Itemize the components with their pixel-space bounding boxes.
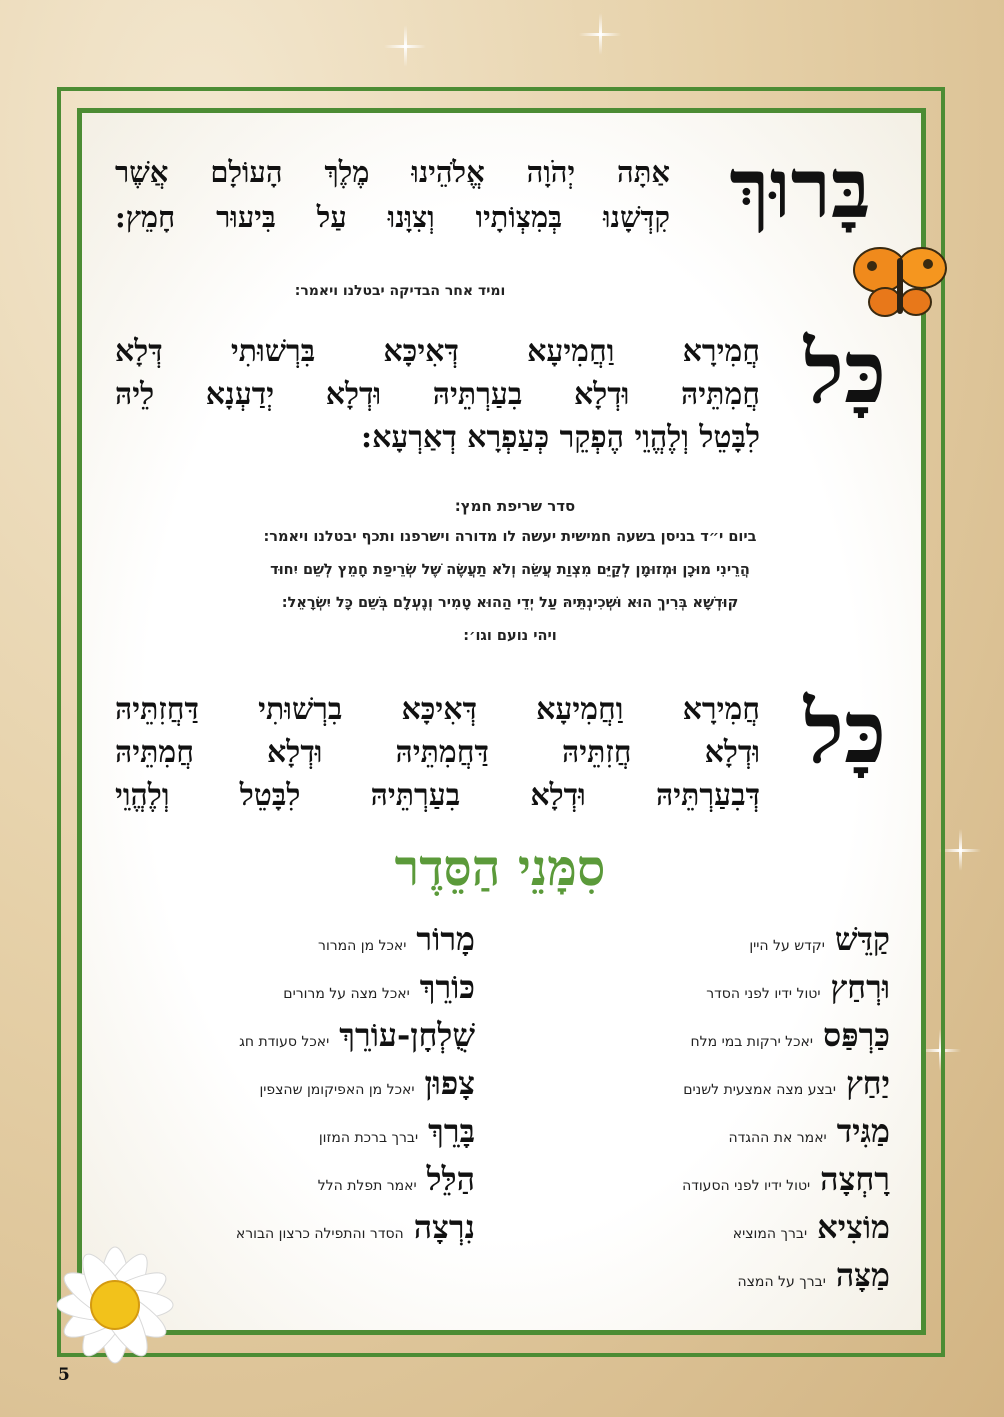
kol-burning-text (115, 688, 760, 817)
burning-prayer-line: הֲרֵינִי מוּכָן וּמְזוּמָן לְקַיֵּם מִצְוַת עֲשֵׂה וְלֹא תַעֲשֶׂה שֶׁל שְׂרֵיפַת חָמֵץ לְשֵׁם יִחוּד (270, 562, 750, 578)
kol-line: חֲמִתֵּיהּ וּדְלָא בִעַרְתֵּיהּ וּדְלָא יְדַעְנָא לֵיהּ (115, 377, 760, 412)
seder-step-name: רָחְצָה (820, 1160, 890, 1198)
instruction-after-search: ומיד אחר הבדיקה יבטלנו ויאמר: (294, 283, 506, 299)
seder-step-name: מָרוֹר (416, 920, 475, 958)
seder-step-desc: יאכל מן האפיקומן שהצפין (259, 1082, 415, 1098)
seder-step-desc: הסדר והתפילה כרצון הבורא (235, 1226, 404, 1242)
blessing-line: אַתָּה יְהֹוָה אֱלֹהֵינוּ מֶלֶךְ הָעוֹלָם אֲשֶׁר (115, 155, 670, 189)
burning-title: סדר שריפת חמץ: (454, 497, 576, 515)
kol-line: דְּבִעַרְתֵּיהּ וּדְלָא בִעַרְתֵּיהּ לִבָּטֵל וְלֶהֱוֵי (115, 778, 760, 813)
seder-step-desc: יאמר את ההגדה (728, 1130, 827, 1146)
seder-step-desc: יאכל סעודת חג (239, 1034, 330, 1050)
seder-step (560, 1160, 890, 1208)
page-number: 5 (58, 1365, 70, 1385)
seder-step (110, 1160, 475, 1208)
seder-step (110, 1112, 475, 1160)
seder-step (110, 968, 475, 1016)
seder-step-desc: יאכל מצה על מרורים (283, 986, 410, 1002)
seder-step (560, 1256, 890, 1304)
seder-step (560, 1016, 890, 1064)
kol-big-word: כָּל (803, 322, 887, 423)
seder-step-desc: יברך ברכת המזון (318, 1130, 419, 1146)
sparkle-decoration (375, 16, 435, 76)
daisy-flower-icon (30, 1220, 200, 1390)
seder-step (560, 920, 890, 968)
seder-step-name: הַלֵּל (426, 1160, 475, 1198)
seder-step-name: מַצָּה (835, 1256, 890, 1294)
seder-step-name: כַּרְפַּס (823, 1016, 890, 1054)
seder-step-desc: יאכל ירקות במי מלח (690, 1034, 814, 1050)
seder-step-desc: יבצע מצה אמצעית לשנים (683, 1082, 836, 1098)
seder-step-desc: יקדש על היין (749, 938, 825, 954)
blessing-big-word: בָּרוּךְ (729, 141, 871, 237)
seder-step-name: קַדֵּשׁ (834, 920, 890, 958)
seder-step-name: צָפוּן (424, 1064, 475, 1102)
seder-step (110, 1016, 475, 1064)
butterfly-icon (850, 240, 950, 330)
seder-step-desc: יברך על המצה (737, 1274, 826, 1290)
seder-step-name: מוֹצִיא (817, 1208, 890, 1246)
seder-step-name: בָּרֵךְ (428, 1112, 475, 1150)
burning-instruction: ביום י״ד בניסן בשעה חמישית יעשה לו מדורה וישרפנו ותכף יבטלנו ויאמר: (263, 529, 757, 545)
seder-step (560, 1064, 890, 1112)
seder-step-name: שֻׁלְחָן-עוֹרֵךְ (339, 1016, 475, 1054)
kol-line: חֲמִירָא וַחֲמִיעָא דְּאִיכָּא בִּרְשׁוּתִי דְּלָא (115, 334, 760, 369)
seder-step-name: כּוֹרֵךְ (419, 968, 475, 1006)
seder-step-desc: יברך המוציא (732, 1226, 808, 1242)
seder-signs-title: סִמָּנֵי הַסֵּדֶר (394, 838, 606, 897)
seder-step (560, 1112, 890, 1160)
seder-step (110, 920, 475, 968)
sparkle-decoration (570, 4, 630, 64)
kol-big-word: כָּל (803, 682, 887, 783)
seder-step-name: מַגִּיד (836, 1112, 890, 1150)
seder-step (560, 968, 890, 1016)
seder-step-name: וּרְחַץ (830, 968, 890, 1006)
kol-line: וּדְלָא חֲזִתֵּיהּ דַּחֲמִתֵּיהּ וּדְלָא חֲמִתֵּיהּ (115, 735, 760, 770)
seder-step-desc: יטול ידיו לפני הסעודה (682, 1178, 811, 1194)
seder-step (560, 1208, 890, 1256)
burning-closing: ויהי נועם וגו׳: (463, 628, 557, 644)
blessing-line: קִדְּשָׁנוּ בְּמִצְוֹתָיו וְצִוָּנוּ עַל בִּיעוּר חָמֵץ: (115, 200, 670, 234)
seder-steps-right-column (560, 920, 890, 1304)
seder-step-desc: יאמר תפלת הלל (317, 1178, 417, 1194)
kol-line: לִבָּטֵל וְלֶהֱוֵי הֶפְקֵר כְּעַפְרָא דְאַרְעָא: (361, 420, 760, 455)
kol-line: חֲמִירָא וַחֲמִיעָא דְּאִיכָּא בִרְשׁוּתִי דַּחֲזִתֵּיהּ (115, 692, 760, 727)
seder-steps-left-column (110, 920, 475, 1256)
seder-step (110, 1064, 475, 1112)
blessing-text (115, 150, 670, 240)
burning-prayer-line: קוּדְשָׁא בְּרִיךְ הוּא וּשְׁכִינְתֵּיהּ עַל יְדֵי הַהוּא טָמִיר וְנֶעְלָם בְּשֵׁם כָּל יִשְׂרָאֵל: (281, 595, 739, 611)
seder-step-desc: יאכל מן המרור (318, 938, 407, 954)
seder-step-name: נִרְצָה (413, 1208, 475, 1246)
kol-nullification-text (115, 330, 760, 459)
seder-step-name: יַחַץ (846, 1064, 890, 1102)
seder-step-desc: יטול ידיו לפני הסדר (706, 986, 821, 1002)
